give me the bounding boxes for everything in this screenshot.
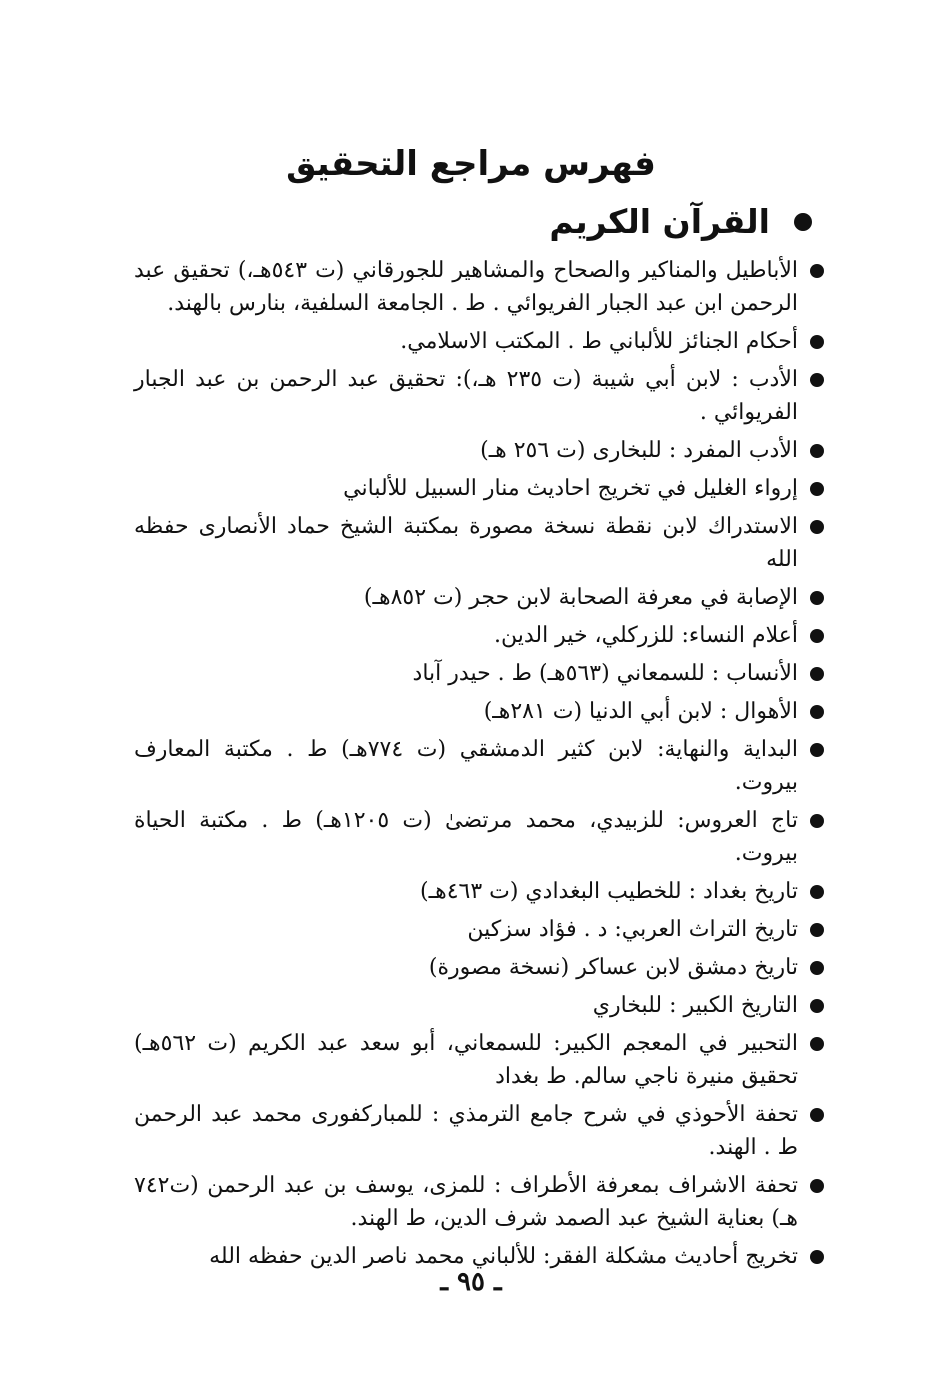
reference-text: أحكام الجنائز للألباني ط . المكتب الاسلامي. — [400, 329, 798, 354]
page-title: فهرس مراجع التحقيق — [286, 144, 656, 184]
reference-text: تاج العروس: للزبيدي، محمد مرتضىٰ (ت ١٢٠٥هـ) ط . مكتبة الحياة بيروت. — [134, 808, 798, 866]
reference-text: تاريخ دمشق لابن عساكر (نسخة مصورة) — [428, 955, 798, 980]
section-heading-text: القرآن الكريم — [549, 202, 770, 241]
reference-item — [134, 510, 824, 576]
reference-text: الأنساب : للسمعاني (٥٦٣هـ) ط . حيدر آباد — [412, 661, 798, 686]
reference-item — [134, 951, 824, 984]
reference-text: تاريخ التراث العربي: د . فؤاد سزكين — [467, 917, 798, 942]
reference-text: الأهوال : لابن أبي الدنيا (ت ٢٨١هـ) — [483, 699, 798, 724]
reference-text: البداية والنهاية: لابن كثير الدمشقي (ت ٧٧٤هـ) ط . مكتبة المعارف بيروت. — [134, 737, 798, 795]
reference-item — [134, 1098, 824, 1164]
reference-text: التاريخ الكبير : للبخاري — [592, 993, 798, 1018]
reference-item — [134, 325, 824, 358]
reference-text: تحفة الاشراف بمعرفة الأطراف : للمزى، يوسف بن عبد الرحمن (ت٧٤٢ هـ) بعناية الشيخ عبد الصمد شرف الدين، ط الهند. — [134, 1173, 798, 1231]
reference-text: تاريخ بغداد : للخطيب البغدادي (ت ٤٦٣هـ) — [420, 879, 798, 904]
reference-item — [134, 1169, 824, 1235]
reference-item — [134, 657, 824, 690]
references-list — [134, 254, 824, 1278]
reference-item — [134, 913, 824, 946]
reference-item — [134, 581, 824, 614]
reference-text: التحبير في المعجم الكبير: للسمعاني، أبو سعد عبد الكريم (ت ٥٦٢هـ) تحقيق منيرة ناجي سالم. ط بغداد — [134, 1031, 798, 1089]
reference-text: الأدب : لابن أبي شيبة (ت ٢٣٥ هـ،): تحقيق عبد الرحمن بن عبد الجبار الفريوائي . — [134, 367, 798, 425]
reference-text: تخريج أحاديث مشكلة الفقر: للألباني محمد ناصر الدين حفظه الله — [209, 1244, 798, 1269]
reference-item — [134, 434, 824, 467]
reference-text: إرواء الغليل في تخريج احاديث منار السبيل للألباني — [343, 476, 798, 501]
reference-item — [134, 875, 824, 908]
reference-item — [134, 804, 824, 870]
reference-text: تحفة الأحوذي في شرح جامع الترمذي : للمباركفورى محمد عبد الرحمن ط . الهند. — [134, 1102, 798, 1160]
reference-item — [134, 695, 824, 728]
reference-item — [134, 619, 824, 652]
reference-item — [134, 472, 824, 505]
reference-text: أعلام النساء: للزركلي، خير الدين. — [493, 623, 798, 648]
reference-text: الإصابة في معرفة الصحابة لابن حجر (ت ٨٥٢هـ) — [363, 585, 798, 610]
reference-text: الأدب المفرد : للبخارى (ت ٢٥٦ هـ) — [480, 438, 798, 463]
reference-item — [134, 363, 824, 429]
page-number: ـ ٩٥ ـ — [440, 1267, 502, 1297]
bullet-icon — [794, 213, 812, 231]
reference-text: الاستدراك لابن نقطة نسخة مصورة بمكتبة الشيخ حماد الأنصارى حفظه الله — [134, 514, 798, 572]
reference-item — [134, 989, 824, 1022]
reference-item — [134, 733, 824, 799]
reference-item — [134, 1027, 824, 1093]
section-heading — [132, 198, 812, 246]
reference-item — [134, 254, 824, 320]
reference-text: الأباطيل والمناكير والصحاح والمشاهير للجورقاني (ت ٥٤٣هـ،) تحقيق عبد الرحمن ابن عبد الجبار الفريوائي . ط . الجامعة السلفية، بنارس بالهند. — [134, 258, 798, 316]
